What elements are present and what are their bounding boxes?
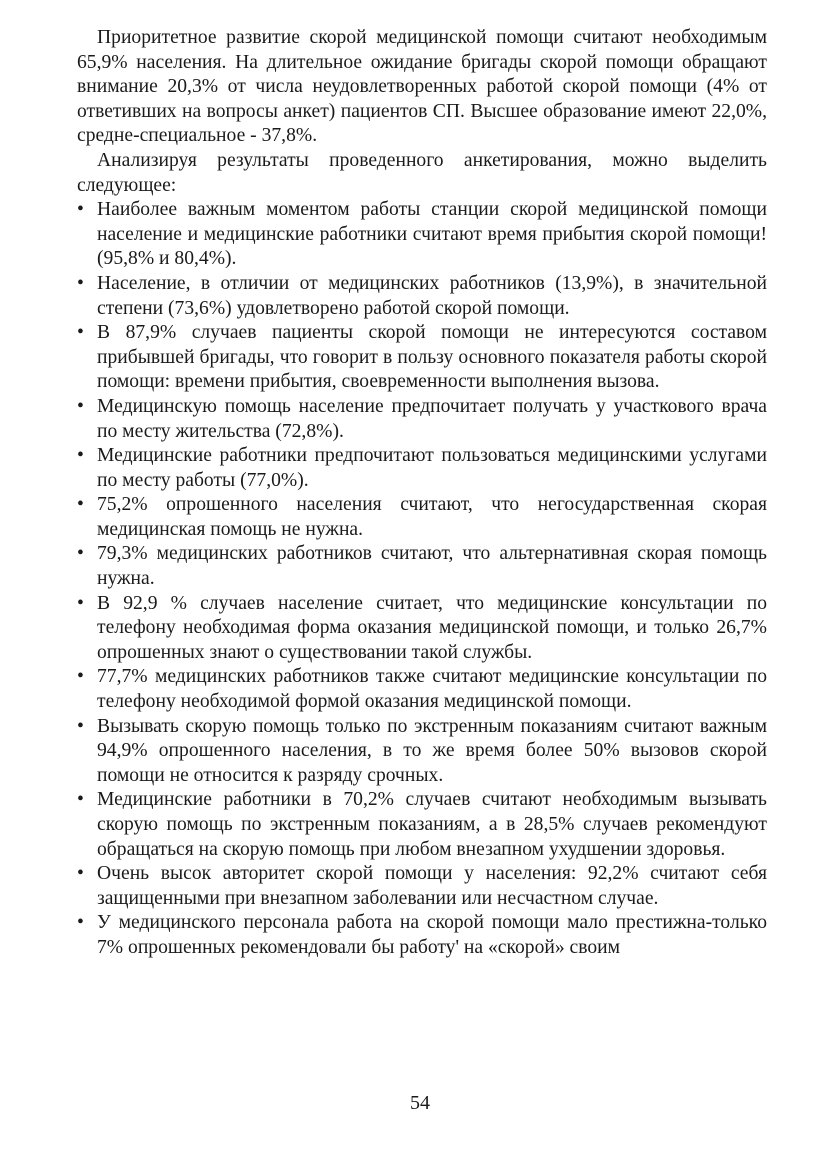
list-item-text: 79,3% медицинских работников считают, что альтернативная скорая помощь нужна. <box>97 543 767 590</box>
bullet-marker: • <box>77 322 84 344</box>
bullet-marker: • <box>77 199 84 221</box>
list-item <box>77 788 767 862</box>
list-item-text: 77,7% медицинских работников также считают медицинские консультации по телефону необходимой формой оказания медицинской помощи. <box>97 666 767 713</box>
list-item-text: В 87,9% случаев пациенты скорой помощи не интересуются составом прибывшей бригады, что говорит в пользу основного показателя работы скорой помощи: времени прибытия, своевременности выполнения вызова. <box>97 322 767 393</box>
list-item <box>77 542 767 591</box>
bullet-marker: • <box>77 445 84 467</box>
bullet-marker: • <box>77 543 84 565</box>
list-item-text: 75,2% опрошенного населения считают, что негосударственная скорая медицинская помощь не нужна. <box>97 494 767 540</box>
bullet-marker: • <box>77 715 84 737</box>
list-item <box>77 715 767 789</box>
bullet-marker: • <box>77 863 84 885</box>
page-number: 54 <box>410 1092 430 1114</box>
bullet-marker: • <box>77 395 84 417</box>
list-item-text: Вызывать скорую помощь только по экстренным показаниям считают важным 94,9% опрошенного населения, в то же время более 50% вызовов скорой помощи не относится к разряду срочных. <box>97 715 767 786</box>
list-item <box>77 592 767 666</box>
document-page <box>77 26 767 961</box>
bullet-marker: • <box>77 789 84 811</box>
list-item <box>77 665 767 714</box>
findings-list <box>77 198 767 960</box>
list-item-text: Очень высок авторитет скорой помощи у населения: 92,2% считают себя защищенными при внезапном заболевании или несчастном случае. <box>97 863 767 909</box>
list-item <box>77 395 767 444</box>
bullet-marker: • <box>77 666 84 688</box>
list-item <box>77 198 767 272</box>
list-item <box>77 911 767 960</box>
list-item <box>77 444 767 493</box>
summary-lead-paragraph: Анализируя результаты проведенного анкетирования, можно выделить следующее: <box>77 149 767 196</box>
list-item-text: В 92,9 % случаев население считает, что медицинские консультации по телефону необходимая форма оказания медицинской помощи, и только 26,7% опрошенных знают о существовании такой службы. <box>97 592 767 663</box>
bullet-marker: • <box>77 912 84 934</box>
bullet-marker: • <box>77 272 84 294</box>
list-item-text: Медицинские работники предпочитают пользоваться медицинскими услугами по месту работы (77,0%). <box>97 445 767 491</box>
list-item-text: Население, в отличии от медицинских работников (13,9%), в значительной степени (73,6%) удовлетворено работой скорой помощи. <box>97 272 767 319</box>
list-item-text: Медицинские работники в 70,2% случаев считают необходимым вызывать скорую помощь по экстренным показаниям, а в 28,5% случаев рекомендуют обращаться на скорую помощь при любом внезапном ухудшении здоровья. <box>97 789 767 860</box>
intro-paragraph: Приоритетное развитие скорой медицинской помощи считают необходимым 65,9% населения. На длительное ожидание бригады скорой помощи обращают внимание 20,3% от числа неудовлетворенных работой скорой помощи (4% от ответивших на вопросы анкет) пациентов СП. Высшее образование имеют 22,0%, средне-специальное - 37,8%. <box>77 27 767 147</box>
list-item <box>77 862 767 911</box>
bullet-marker: • <box>77 494 84 516</box>
list-item-text: Медицинскую помощь население предпочитает получать у участкового врача по месту жительства (72,8%). <box>97 395 767 442</box>
list-item <box>77 272 767 321</box>
list-item <box>77 321 767 395</box>
list-item-text: Наиболее важным моментом работы станции скорой медицинской помощи население и медицинские работники считают время прибытия скорой помощи! (95,8% и 80,4%). <box>97 199 767 270</box>
list-item <box>77 493 767 542</box>
list-item-text: У медицинского персонала работа на скорой помощи мало престижна-только 7% опрошенных рекомендовали бы работу' на «скорой» своим <box>97 912 767 958</box>
bullet-marker: • <box>77 592 84 614</box>
